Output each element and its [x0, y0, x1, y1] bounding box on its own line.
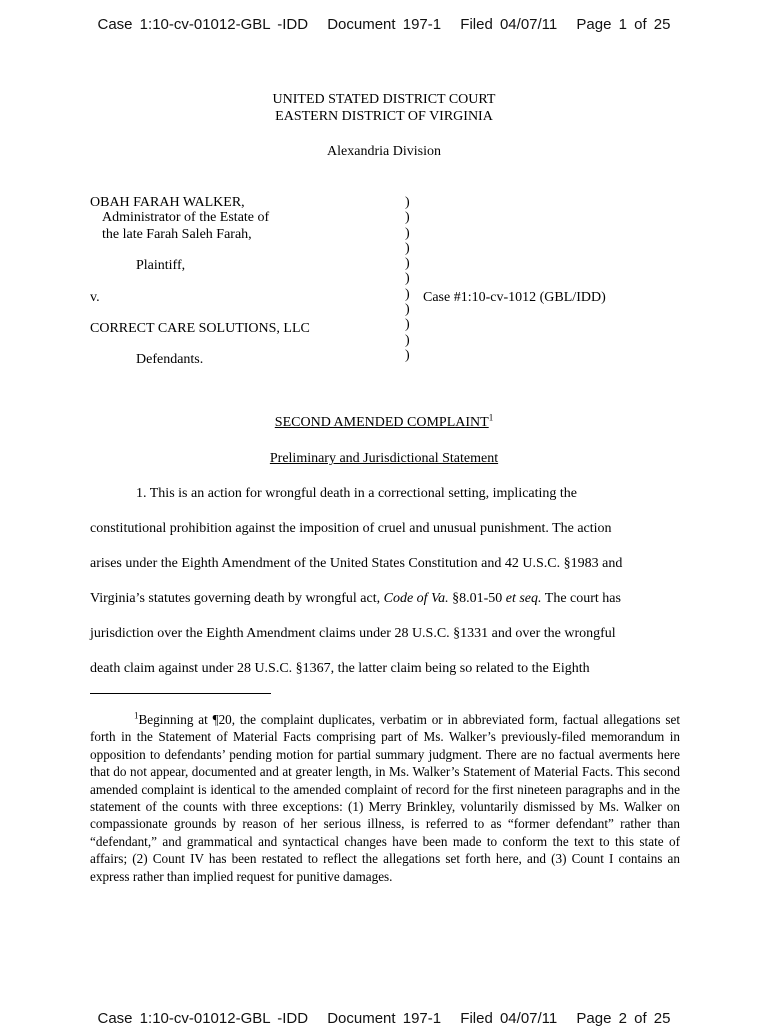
next-document-number: Document 197-1	[327, 1010, 442, 1027]
footnote-1	[90, 711, 680, 885]
case-number-caption: Case #1:10-cv-1012 (GBL/IDD)	[423, 290, 606, 305]
paragraph-1-line-1: 1. This is an action for wrongful death in a correctional setting, implicating the	[136, 486, 578, 501]
plaintiff-role-line2: the late Farah Saleh Farah,	[102, 227, 252, 242]
page-header	[0, 16, 768, 33]
code-of-va-citation: Code of Va.	[383, 591, 449, 606]
next-case-number: Case 1:10-cv-01012-GBL -IDD	[97, 1010, 309, 1027]
section-heading-text: Preliminary and Jurisdictional Statement	[269, 451, 499, 466]
next-page-number: Page 2 of 25	[576, 1010, 671, 1027]
paragraph-1-line-3: arises under the Eighth Amendment of the United States Constitution and 42 U.S.C. §1983 and	[90, 556, 623, 571]
title-footnote-marker: 1	[488, 412, 494, 423]
versus: v.	[90, 290, 100, 305]
paragraph-1-line-6: death claim against under 28 U.S.C. §1367, the latter claim being so related to the Eighth	[90, 661, 590, 676]
document-number-header: Document 197-1	[327, 16, 442, 33]
paragraph-1-line-5: jurisdiction over the Eighth Amendment claims under 28 U.S.C. §1331 and over the wrongful	[90, 626, 616, 641]
paragraph-1-line-2: constitutional prohibition against the imposition of cruel and unusual punishment. The action	[90, 521, 612, 536]
footnote-separator	[90, 693, 271, 694]
line-4-part-a: Virginia’s statutes governing death by wrongful act,	[90, 591, 384, 606]
defendant-name: CORRECT CARE SOLUTIONS, LLC	[90, 321, 310, 336]
next-page-header	[0, 1010, 768, 1027]
plaintiff-label: Plaintiff,	[136, 258, 186, 273]
case-number-header: Case 1:10-cv-01012-GBL -IDD	[97, 16, 309, 33]
defendant-label: Defendants.	[136, 352, 204, 367]
filed-date-header: Filed 04/07/11	[460, 16, 558, 33]
footnote-marker: 1	[134, 710, 139, 721]
et-seq: et seq.	[505, 591, 542, 606]
footnote-text: Beginning at ¶20, the complaint duplicates, verbatim or in abbreviated form, factual allegations set forth in the Statement of Material Facts comprising part of Ms. Walker’s previously-filed memorandum in opposition to defendants’ pending motion for partial summary judgment. There are no factual averments here that do not appear, documented and at greater length, in Ms. Walker’s Statement of Material Facts. This second amended complaint is identical to the amended complaint of record for the first nineteen paragraphs and in the statement of the counts with three exceptions: (1) Merry Brinkley, voluntarily dismissed by Ms. Walker on compassionate grounds by reason of her serious illness, is referred to as “former defendant” rather than “defendant,” and grammatical and syntactical changes have been made to conform the text to this state of affairs; (2) Count IV has been restated to reflect the allegations set forth here, and (3) Count I contains an express rather than implied request for punitive damages.	[90, 712, 680, 884]
caption-parentheses: ) ) ) ) ) ) ) ) ) ) )	[405, 195, 410, 363]
court-name-line1: UNITED STATED DISTRICT COURT	[272, 92, 496, 107]
next-filed-date: Filed 04/07/11	[460, 1010, 558, 1027]
page-number-header: Page 1 of 25	[576, 16, 671, 33]
section-heading	[0, 451, 768, 467]
court-name-line2: EASTERN DISTRICT OF VIRGINIA	[275, 109, 493, 124]
line-4-part-c: §8.01-50	[448, 591, 506, 606]
document-title	[0, 412, 768, 431]
plaintiff-name: OBAH FARAH WALKER,	[90, 195, 245, 210]
court-division: Alexandria Division	[327, 144, 441, 159]
document-title-text: SECOND AMENDED COMPLAINT	[274, 415, 489, 430]
paragraph-1-line-4	[90, 591, 670, 607]
line-4-part-e: The court has	[541, 591, 621, 606]
plaintiff-role-line1: Administrator of the Estate of	[102, 210, 270, 225]
